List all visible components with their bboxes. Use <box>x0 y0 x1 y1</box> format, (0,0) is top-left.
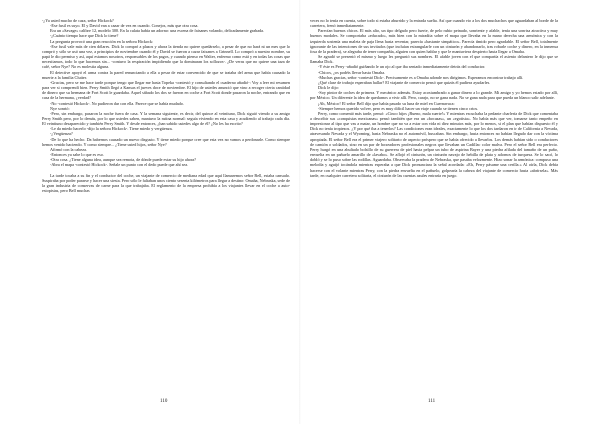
left-paragraph: -Abra el mapa -contestó Hickock-. Señale un punto con el dedo puede que ahí sea. <box>50 162 189 168</box>
right-page-number: 111 <box>428 399 436 404</box>
left-paragraph: La pregunta provocó una gran reacción en la señora Hickock: <box>50 38 154 44</box>
left-paragraph: -Le da miedo hacerlo -dijo la señora Hickock-. Tiene miedo y vergüenza. <box>50 126 173 132</box>
left-paragraph: -¿Vergüenza? <box>50 131 73 137</box>
left-paragraph: -No -contestó Hickock-. No pudieron dar con ella. Parece que se había mudado. <box>50 100 184 106</box>
left-paragraph: -Entonces ya sabe lo que es eso. <box>50 152 104 158</box>
right-paragraph: -Soy pintor de coches de primera. Y mecánico además. Estoy acostumbrado a ganar dinero a lo grande. Mi amigo y yo hemos estado por allí, por México. Un diferente la idea de quedarnos a vivir allí. Pero, carajo, no se gana nada. No se gana nada para que pueda un blanco salir adelante. <box>310 90 558 101</box>
book-gutter <box>299 0 301 424</box>
left-paragraph: -Pero, sin embargo, pasaron la noche fuera de casa. Y la semana siguiente, es decir, del quince al veintiuno, Dick siguió viendo a su amigo Perry Smith pero, por lo demás, por lo que ustedes saben, mantuvo la rutina normal: seguía viviendo en esta casa y acudiendo al trabajo cada día. El veintiuno desaparecido y también Perry Smith. Y desde entonces, ¿han sabido ustedes algo de él? ¿No les ha escrito? <box>42 110 290 127</box>
right-paragraph: ¡Ah, México! El señor Bell dijo que había pasado su luna de miel en Cuernavaca: <box>318 100 455 106</box>
right-paragraph: Perry, como comentó más tarde, pensó: «Cinco hijos ¡Bueno, mala suerte!» Y mientras escuchaba la pedante charlería de Dick que comentaba a describir sus «conquistas mexicanas» pensó también que era un «bocazas», un «egotista». No había más que ver, tomarse tanto empeño en impresionar al tipo que vas a matar, un hombre que no va a estar con vida ni diez minutos más, por lo menos, si el plan que habían dispuesto él y Dick no tenía tropiezos. ¿Y por qué iba a tenerlos? Las condiciones eran ideales, exactamente lo que los dos tardaron en ir de California a Nevada, atravesando Nevada y el Wyoming, hasta Nebraska no el automóvil, buscaban. Sin embargo, hasta entonces no habían llegado dar con la víctima apropiada. El señor Bell era el primer viajero solitario de aspecto próspero que se había ofrecido a llevarlos. Los demás habían sido o conductores de camión o soldados, sino en un par de boxeadores profesionales negros que llevaban un Cadillac color malva. Pero el señor Bell era perfecto. Perry hurgó en una abultado bolsillo de su guerrera de piel hasta pelpar un tubo de aspirina Bayer y una piedra afilada del tamaño de un puño, envuelta en un pañuelo amarillo de «lavabo». Se aflojó el cinturón, un cinturón navajo de hebilla de plata y adornos de turquesa. Se lo sacó, lo dobló y se lo puso sobre las rodillas. Aguardaba. Observaba la pradera de Nebraska, que pasaba velozmente. Hizo sonar la armónica: compuso una melodía y aguijó tocándola mientras esperaba a que Dick pronunciara la señal acordada: «Eh, Perry pásame una cerilla.» Al oírla, Dick debía hacerse con el volante mientras Perry, con la piedra envuelta en el pañuelo, golpearía la cabeza del viajante de comercio hasta «abrírsela». Más tarde, en cualquier carretera solitaria, el cinturón de las cuentas azules entraría en juego. <box>310 110 558 178</box>
right-page <box>310 18 558 178</box>
left-paragraph: -Ese fusil vale más de cien dólares. Dick lo compró a plazos y ahora la tienda no quiere quedárselo, a pesar de que no hará ni un mes que lo compró y sólo se usó una vez, a principios de noviembre cuando él y David se fueron a cazar faisanes a Grinnell. Lo compró a nuestro nombre, su papá le dio permiso y así, aquí estamos nosotros, responsables de los pagos, y cuando pienso en Walter, enfermo como está y en todas las cosas que necesitamos, todo lo que hacemos sin... -contuvo la respiración impidiendo que la dominaran los sollozos-. ¿De veras que no quiere una taza de café, señor Nye? No es molestia alguna. <box>42 43 290 70</box>
left-page <box>42 18 290 193</box>
right-paragraph: Dick le dijo: <box>318 85 339 91</box>
left-paragraph: -Gracias, pero se me hace tarde porque tengo que llegar me hasta Topeka -contestó y consultando el cuaderno añadió-: Voy a leer mi resumen para ver si comprendí bien. Perry Smith llegó a Kansas el jueves doce de noviembre. El hijo de ustedes anunció que vino a recoger cierta cantidad de dinero que su hermana de Fort Scott le guardaba. Aquel sábado los dos se fueron en coche a Fort Scott donde pasaron la noche, entrando que en casa de la hermana, ¿verdad? <box>42 79 290 101</box>
left-paragraph: El detective apoyó el arma contra la pared renunciando a ella a pesar de estar convencido de que se trataba del arma que había causado la muerte a la familia Clutter. <box>42 69 290 80</box>
right-paragraph: -Siempre hemos querido volver, pero es muy difícil hacer un viaje cuando se tienen cinco crios. <box>318 105 479 111</box>
left-paragraph: -De lo que ha hecho. Da habernos causado un nuevo disgusto. Y tiene miedo porque cree que esta vez no vamos a perdonarle. Como siempre hemos venido haciendo. Y como siempre... ¿Tiene usted hijos, señor Nye? <box>42 136 290 147</box>
right-paragraph: -Muchas gracias, señor -contestó Dick-. Precisamente es a Omaha adonde nos dirigimos. Esperamos encontrar trabajo allí. <box>318 74 524 80</box>
right-paragraph: ¿Qué clase de trabajo esperaban hallar? El viajante de comercio pensó que quizás él pudiera ayudarles. <box>318 79 491 85</box>
right-paragraph: -Chicos, ¿os podéis llevar hasta Omaha. <box>318 69 386 75</box>
right-paragraph: Parecían buenos chicos. El más alto, un tipo delgado pero fuerte, de pelo rubio peinado, sonriente y afable, tenía una sonrisa atractiva y muy buenos modales. Se comportaba «educado», más bien con la miradita sobre el mapa que llevaba en la mano derecha una armónica y con la izquierda sostenía una maleta de paja llena hasta reventar, parecía «bastante simpático». Parecía tímido pero agradable. El señor Bell, totalmente ignorante de las intenciones de sus invitados (que incluían estrangularle con un cinturón y abandonarlo, tras robarle coche y dinero, en la inmensa fosa de la pradera), se alegraba de tener compañía, alguien con quien hablar y que le mantuviera despierto hasta llegar a Omaha. <box>310 28 558 54</box>
left-paragraph: La tarde tocaba a su fin y el conductor del coche, un viajante de comercio de mediana edad que aquí llamaremos señor Bell, estaba cansado. Suspiraba por poder pararse y hacer una siesta. Pero sólo le faltaban unos ciento sesenta kilómetros para llegar a destino: Omaha, Nebraska, sede de la gran industria de conservas de carne para la que trabajaba. El reglamento de la empresa prohibía a los viajantes llevar en el coche a auto-estopistas, pero Bell muchas <box>42 172 290 193</box>
left-paragraph: -Otra cosa. ¿Tiene alguna idea, aunque sea remota, de dónde puede estar su hijo ahora? <box>50 157 197 163</box>
right-paragraph: -Y éste es Perry -añadió guiñando le un ojo al que iba sentado inmediatamente detrás del conductor. <box>318 64 486 70</box>
left-paragraph: -Ese fusil es suyo. El y David van a cazar de vez en cuando. Conejos, más que otra cosa. <box>50 23 199 29</box>
left-page-number: 110 <box>160 399 168 404</box>
right-paragraph: veces no lo tenía en cuenta, sobre todo si estaba aburrido y la entrada suelta. Así que cuando vio a los dos muchachos que aguardaban al borde de la carretera, frenó inmediatamente. <box>310 18 558 29</box>
left-paragraph: -¿Ya usted mucho de caza, señor Hickock? <box>42 18 114 23</box>
right-paragraph: Se agradó se presentó el mismo y luego les preguntó sus nombres. El afable joven con el que compartía el asiento delantero le dijo que se llamaba Dick. <box>310 54 558 65</box>
left-paragraph: -¿Cuánto tiempo hace que Dick lo tiene? <box>50 33 119 39</box>
left-paragraph: Era un «Savage» calibre 12, modelo 300. En la culata había un adorno: una escena de faisanes volando, delicadamente grabada. <box>50 28 265 34</box>
left-paragraph: Afirmó con la cabeza. <box>50 146 87 152</box>
left-paragraph: Nye sonrió: <box>50 105 70 111</box>
